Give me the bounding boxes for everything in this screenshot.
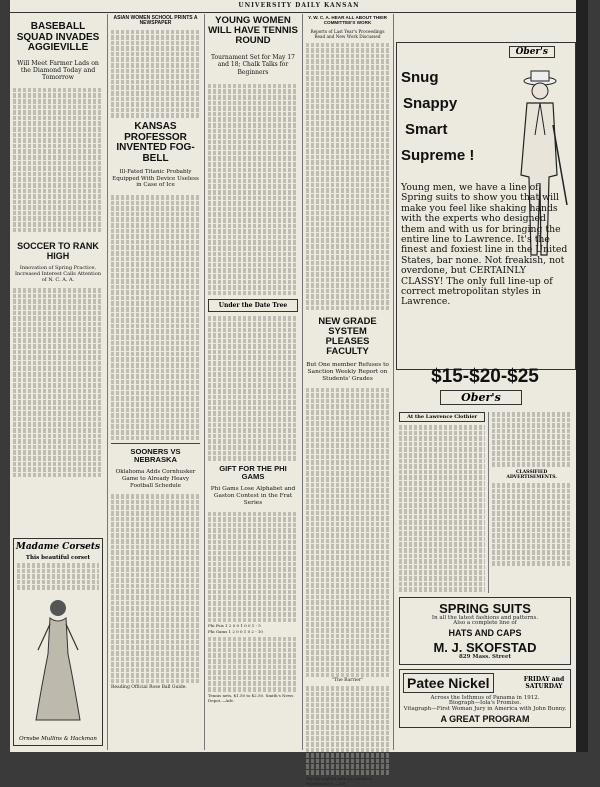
date-tree-title: Under the Date Tree	[218, 302, 288, 310]
skofstad-address: 829 Mass. Street	[458, 654, 512, 660]
obers-logo: Ober's	[509, 46, 555, 58]
masthead-rule	[10, 12, 588, 13]
tennis-nets-note: Tennis nets, $1.50 to $2.50. Smith's News Depot.—Adv.	[208, 692, 294, 704]
score-line-2: Phi Gams 1 2 0 0 1 0 2 - 10	[208, 629, 263, 635]
great-program: A GREAT PROGRAM	[440, 714, 530, 725]
baseball-story	[13, 88, 103, 232]
grade-system-headline: NEW GRADE SYSTEM PLEASES FACULTY	[318, 315, 377, 356]
soccer-story	[13, 288, 103, 477]
lawrence-clothier-box	[399, 412, 571, 593]
young-women-story	[208, 84, 298, 296]
vitagraph-line: Vitagraph—First Woman Jury in America with John Bunny.	[403, 705, 567, 712]
panama-line: Across the Isthmus of Panama in 1912.	[430, 694, 540, 701]
date-tree-box	[208, 299, 298, 312]
snug-label: Snug	[401, 69, 439, 86]
kansas-professor-subhead: Ill-Fated Titanic Probably Equipped With Device Useless in Case of Ice	[112, 169, 199, 189]
ywca-story	[306, 43, 389, 311]
ywca-subhead: Reports of Last Year's Proceedings Read and New Work Discussed	[310, 28, 385, 39]
hats-caps: HATS AND CAPS	[448, 628, 522, 638]
spring-suits-title: SPRING SUITS	[439, 600, 531, 616]
sooners-subhead: Oklahoma Adds Cornhusker Game to Already Heavy Football Schedule	[115, 469, 196, 489]
sooners-headline: SOONERS VS NEBRASKA	[130, 447, 181, 465]
obers-body-text: Young men, we have a line of Spring suits to show you that will make you feel like shaking hands with the experts who designed them and with us for bringing the entire line to Lawrence. It's the finest and foxiest line in the United States, bar none. Not freakish, not overdone, but CERTAINLY CLASSY! The only full line-up of correct metropolitan styles in Lawrence.	[401, 182, 568, 308]
supreme-label: Supreme !	[401, 147, 475, 164]
obers-logo-2: Ober's	[440, 390, 522, 405]
corset-ad-signature: Ornsbe Mullins & Hackman	[19, 736, 97, 742]
obers-prices: $15-$20-$25	[431, 366, 539, 387]
baseball-subhead: Will Meet Farmer Lads on the Diamond Today and Tomorrow	[17, 59, 99, 82]
soccer-headline: SOCCER TO RANK HIGH	[17, 241, 99, 261]
lawrence-clothier-title: At the Lawrence Clothier	[407, 414, 478, 420]
grade-system-subhead: But One member Refuses to Sanction Weekly Report on Students' Grades	[306, 361, 389, 382]
page-edge	[576, 0, 588, 752]
young-women-headline: YOUNG WOMEN WILL HAVE TENNIS ROUND	[208, 15, 298, 47]
patee-days: FRIDAY and SATURDAY	[523, 675, 565, 690]
skofstad-ad	[399, 597, 571, 665]
spring-suits-sub2: Also a complete line of	[453, 620, 517, 627]
soccer-subhead: Innovation of Spring Practice, Increased Interest Calls Attention of N. C. A. A.	[14, 265, 102, 284]
biograph-line: Biograph—Iola's Promise.	[448, 700, 522, 707]
newspaper-page	[10, 0, 588, 787]
corset-ad	[13, 538, 103, 746]
asian-women-story	[111, 30, 200, 119]
column-4	[303, 14, 392, 787]
skofstad-name: M. J. SKOFSTAD	[433, 640, 537, 655]
young-women-subhead: Tournament Set for May 17 and 18; Chalk Talks for Beginners	[211, 54, 295, 76]
ywca-headline: Y. W. C. A. HEAR ALL ABOUT THEIR COMMITTEE'S WORK	[308, 15, 387, 25]
corset-ad-title: Madame Corsets	[15, 542, 101, 552]
patee-ad	[399, 669, 571, 729]
corset-ad-tagline: This beautiful corset	[25, 555, 91, 561]
column-3	[205, 14, 301, 750]
grade-system-story	[306, 388, 389, 678]
gift-headline: GIFT FOR THE PHI GAMS	[219, 463, 287, 481]
column-6	[396, 412, 574, 750]
masthead	[10, 2, 588, 12]
score-line-1: Phi Psis 1 2 0 0 1 0 0 1 - 5	[208, 623, 261, 629]
rose-ball-note: Reading Official Rose Ball Guide.	[111, 685, 187, 691]
column-1	[10, 14, 106, 750]
barrier-title: "The Barrier"	[331, 678, 364, 684]
smart-label: Smart	[405, 121, 448, 138]
kansas-professor-headline: KANSAS PROFESSOR INVENTED FOG-BELL	[116, 121, 195, 164]
baseball-headline: BASEBALL SQUAD INVADES AGGIEVILLE	[16, 21, 100, 53]
date-tree-items	[208, 316, 298, 460]
obers-ad	[396, 42, 576, 370]
kansas-professor-story	[111, 195, 200, 440]
spring-suits-sub1: In all the latest fashions and patterns.	[431, 614, 539, 621]
snappy-label: Snappy	[403, 95, 458, 112]
malted-milk-note: Try the malted milk ice cream at Wiedemann's.—Adv.	[306, 775, 373, 787]
corset-woman-illustration	[28, 594, 88, 724]
asian-women-headline: ASIAN WOMEN SCHOOL PRINTS A NEWSPAPER	[113, 15, 198, 27]
column-2	[108, 14, 203, 750]
masthead-title: UNIVERSITY DAILY KANSAN	[238, 2, 360, 9]
gift-story	[208, 512, 298, 623]
sooners-story	[111, 494, 200, 683]
patee-title: Patee Nickel	[403, 673, 494, 693]
gift-subhead: Phi Gams Lose Alphabet and Gaston Contest in the Frat Series	[210, 485, 296, 506]
classified-heading: CLASSIFIED ADVERTISEMENTS.	[506, 469, 557, 480]
divider	[111, 443, 200, 444]
column-rule	[393, 14, 394, 750]
